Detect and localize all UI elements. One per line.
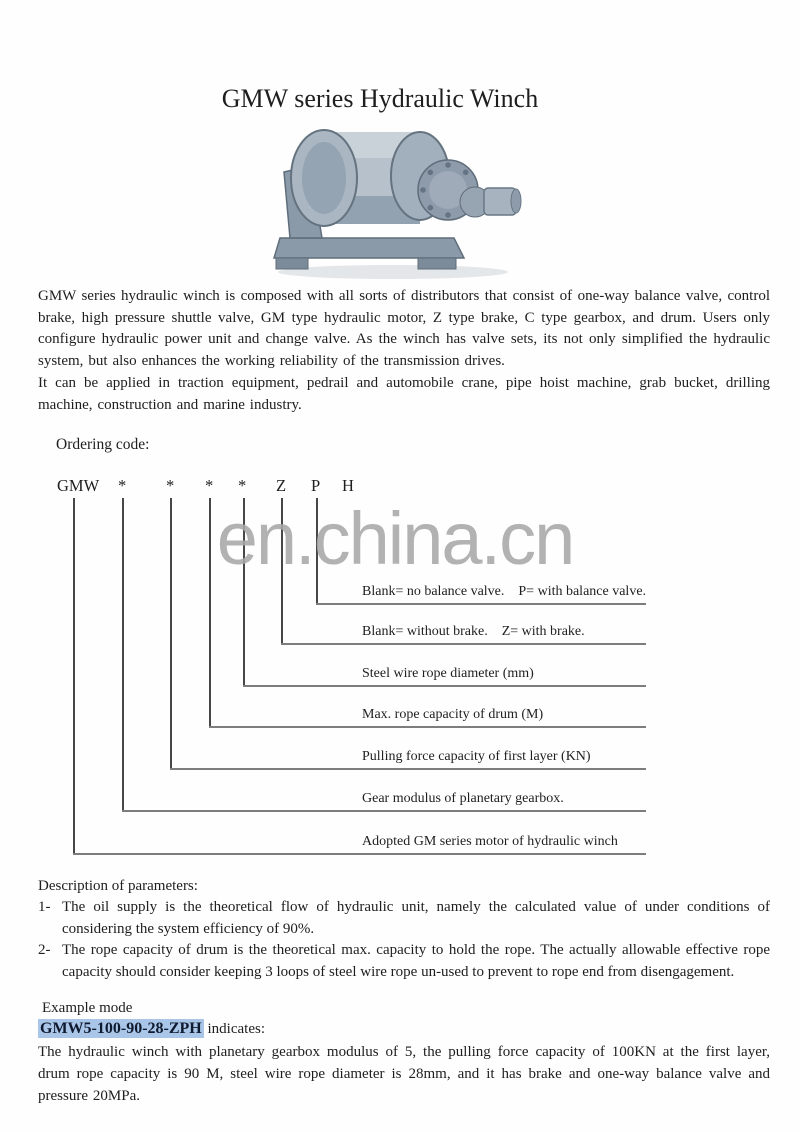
parameters-section [38,876,770,983]
diagram-label-motor-series: Adopted GM series motor of hydraulic winch [362,834,618,849]
page-title: GMW series Hydraulic Winch [221,84,539,113]
intro-text [38,286,770,416]
example-code-suffix: indicates: [203,1021,265,1037]
ordering-code-heading: Ordering code: [56,436,150,453]
winch-photo [268,112,532,282]
diagram-underline [209,726,646,728]
intro-paragraph-2: It can be applied in traction equipment, pedrail and automobile crane, pipe hoist machine, grab bucket, drilling machine, construction and marine industry. [38,374,770,413]
diagram-label-rope-capacity: Max. rope capacity of drum (M) [362,707,544,722]
code-part-star-4: * [238,476,247,495]
code-part-star-2: * [166,476,175,495]
watermark-text: en.china.cn [216,497,574,580]
example-description: The hydraulic winch with planetary gearbox modulus of 5, the pulling force capacity of 100KN at the first layer, drum rope capacity is 90 M, steel wire rope diameter is 28mm, and it has brake and one-way balance valve and pressure 20MPa. [38,1044,770,1104]
diagram-label-balance-valve: Blank= no balance valve. P= with balance valve. [362,584,647,599]
diagram-label-gear-modulus: Gear modulus of planetary gearbox. [362,791,564,806]
parameter-text: The oil supply is the theoretical flow of hydraulic unit, namely the calculated value of under conditions of considering the system efficiency of 90%. [62,899,770,937]
code-part-p: P [311,476,321,495]
parameter-item-1 [38,897,770,940]
diagram-underline [73,853,646,855]
code-part-star-3: * [205,476,214,495]
intro-paragraph-1: GMW series hydraulic winch is composed with all sorts of distributors that consist of one-way balance valve, control brake, high pressure shuttle valve, GM type hydraulic motor, Z type brake, C type gearbox, and drum. Users only configure hydraulic power unit and change valve. As the winch has valve sets, its not only simplified the hydraulic system, but also enhances the working reliability of the transmission drives. [38,288,770,370]
code-part-z: Z [276,476,287,495]
parameter-item-2 [38,940,770,983]
diagram-underline [281,643,646,645]
parameters-heading: Description of parameters: [38,878,198,894]
diagram-label-brake: Blank= without brake. Z= with brake. [362,624,585,639]
diagram-label-rope-diameter: Steel wire rope diameter (mm) [362,666,534,681]
diagram-underline [122,810,646,812]
highlighted-model-code: GMW5-100-90-28-ZPH [40,1020,202,1037]
example-code-line [38,1018,265,1040]
winch-illustration [268,112,532,282]
diagram-underline [170,768,646,770]
diagram-label-pulling-force: Pulling force capacity of first layer (KN) [362,749,591,764]
code-part-star-1: * [118,476,127,495]
code-part-h: H [342,476,354,495]
diagram-underline [243,685,646,687]
parameter-number: 1- [38,899,51,916]
example-mode-heading: Example mode [42,1000,133,1016]
parameter-text: The rope capacity of drum is the theoretical max. capacity to hold the rope. The actually allowable effective rope capacity should consider keeping 3 loops of steel wire rope un-used to prevent to rope end from disengagement. [62,942,770,980]
diagram-connector-line [122,498,124,810]
diagram-connector-line [73,498,75,853]
parameter-number: 2- [38,942,51,959]
diagram-underline [316,603,646,605]
code-part-gmw: GMW [57,476,100,495]
